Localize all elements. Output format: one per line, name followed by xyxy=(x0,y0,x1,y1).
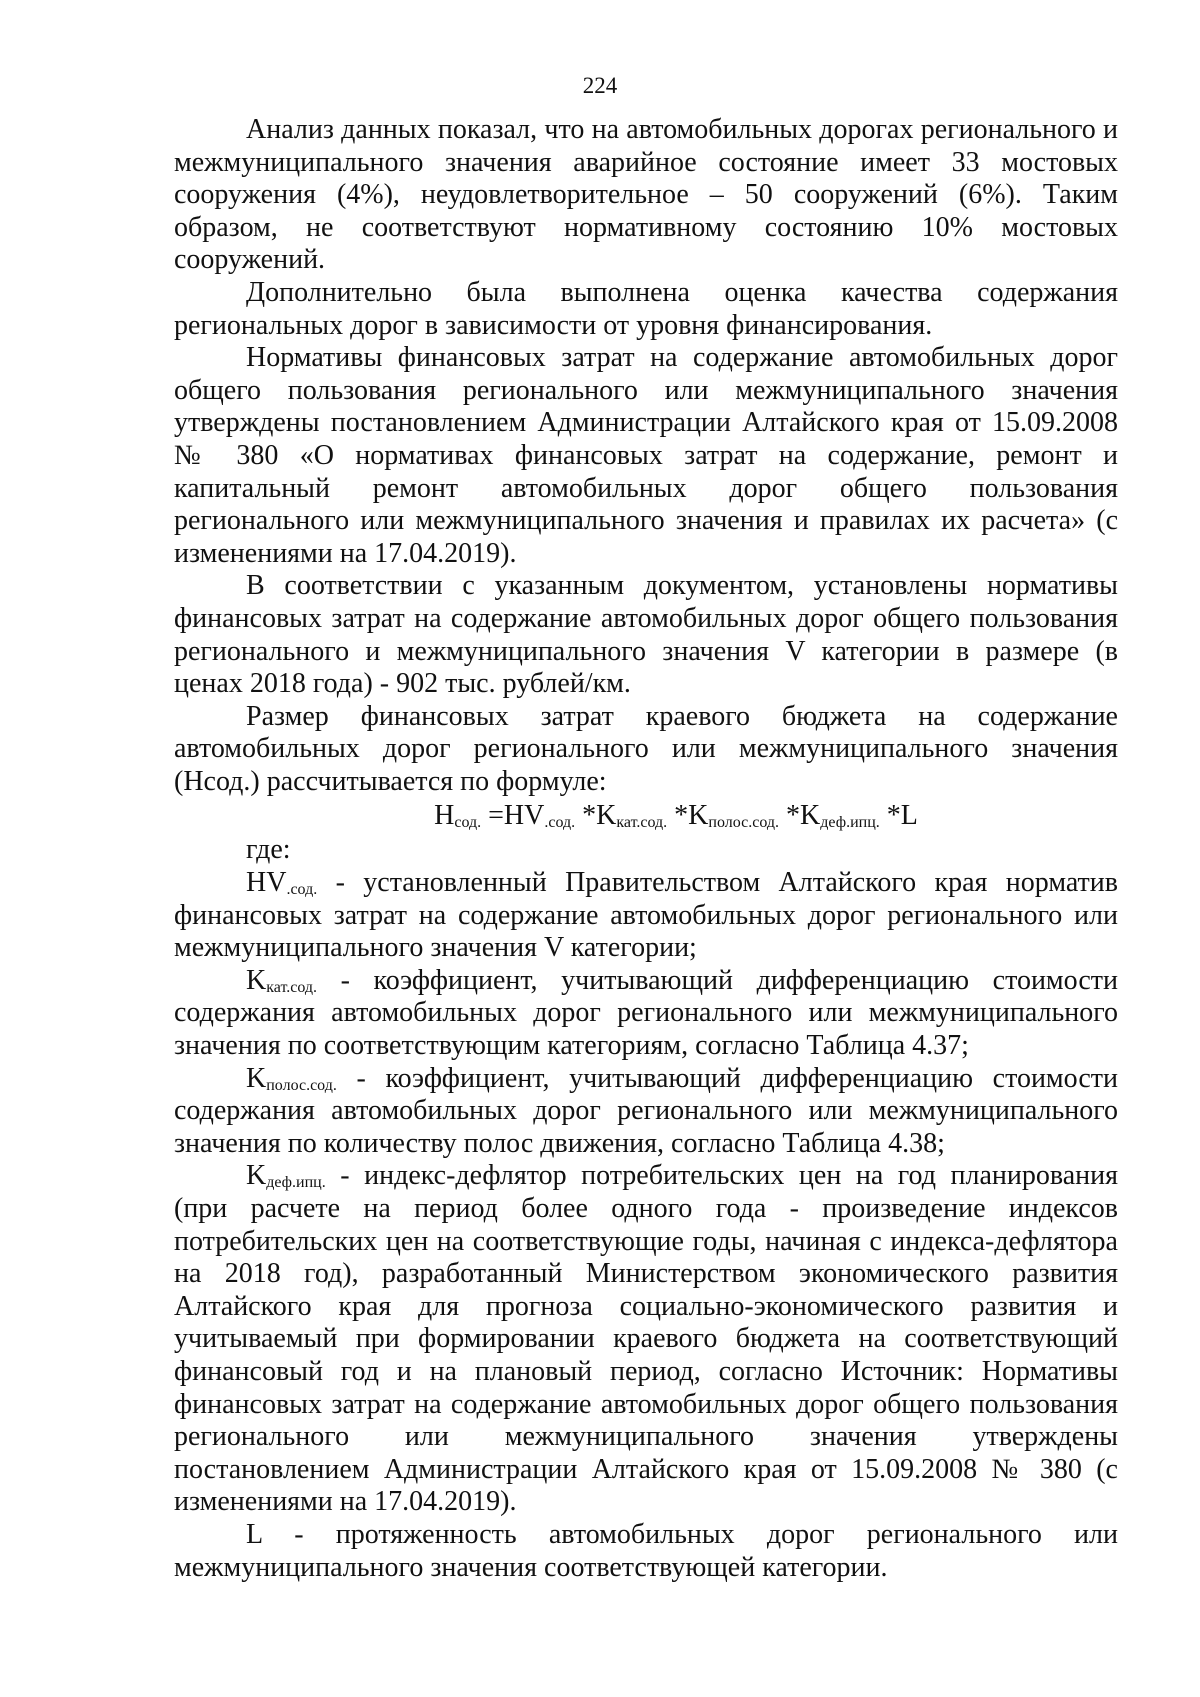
formula-h-sub: сод. xyxy=(454,814,482,832)
formula-k1-sub: кат.сод. xyxy=(616,814,668,832)
formula-eq-hv: =HV xyxy=(481,800,545,832)
where-label: где: xyxy=(246,834,291,866)
definition-kkat xyxy=(174,965,1118,1063)
paragraph-normatives: Нормативы финансовых затрат на содержание автомобильных дорог общего пользования регионального или межмуниципального значения утверждены постановлением Администрации Алтайского края от 15.09.2008 № 380 «О нормативах финансовых затрат на содержание, ремонт и капитальный ремонт автомобильных дорог общего пользования регионального или межмуниципального значения и правилах их расчета» (с изменениями на 17.04.2019). xyxy=(174,342,1118,569)
definition-l-text: - протяженность автомобильных дорог регионального или межмуниципального значения соответствующей категории. xyxy=(174,1518,1118,1583)
definition-kdef-term: K xyxy=(246,1160,267,1192)
paragraph-bridge-analysis: Анализ данных показал, что на автомобильных дорогах регионального и межмуниципального значения аварийное состояние имеет 33 мостовых сооружения (4%), неудовлетворительное – 50 сооружений (6%). Таким образом, не соответствуют нормативному состоянию 10% мостовых сооружений. xyxy=(174,114,1118,276)
formula-k2: *K xyxy=(667,800,709,832)
formula-hv-sub: .сод. xyxy=(544,814,576,832)
paragraph-quality-assessment: Дополнительно была выполнена оценка качества содержания региональных дорог в зависимости от уровня финансирования. xyxy=(174,276,1118,341)
definition-l xyxy=(174,1519,1118,1584)
page-content xyxy=(174,114,1118,1584)
formula-h: Н xyxy=(434,800,455,832)
formula xyxy=(174,798,1118,834)
definition-kkat-term: K xyxy=(246,964,267,996)
formula-l: *L xyxy=(879,800,918,832)
definition-kdef xyxy=(174,1160,1118,1519)
definition-kpolos-text: - коэффициент, учитывающий дифференциацию стоимости содержания автомобильных дорог регионального или межмуниципального значения по количеству полос движения, согласно Таблица 4.38; xyxy=(174,1062,1118,1159)
definition-hv-sub: .сод. xyxy=(286,881,318,899)
definition-kkat-text: - коэффициент, учитывающий дифференциацию стоимости содержания автомобильных дорог регионального или межмуниципального значения по соответствующим категориям, согласно Таблица 4.37; xyxy=(174,964,1118,1062)
paragraph-formula-intro: Размер финансовых затрат краевого бюджета на содержание автомобильных дорог регионального или межмуниципального значения (Нсод.) рассчитывается по формуле: xyxy=(174,700,1118,797)
formula-k1: *K xyxy=(575,800,617,832)
definition-kpolos-sub: полос.сод. xyxy=(266,1076,337,1094)
paragraph-established-norms: В соответствии с указанным документом, установлены нормативы финансовых затрат на содержание автомобильных дорог общего пользования регионального и межмуниципального значения V категории в размере (в ценах 2018 года) - 902 тыс. рублей/км. xyxy=(174,570,1118,700)
definition-kdef-text: - индекс-дефлятор потребительских цен на год планирования (при расчете на период более одного года - произведение индексов потребительских цен на соответствующие годы, начиная с индекса-дефлятора на 2018 год), разработанный Министерством экономического развития Алтайского края для прогноза социально-экономического развития и учитываемый при формировании краевого бюджета на соответствующий финансовый год и на плановый период, согласно Источник: Нормативы финансовых затрат на содержание автомобильных дорог общего пользования регионального или межмуниципального значения утверждены постановлением Администрации Алтайского края от 15.09.2008 № 380 (с изменениями на 17.04.2019). xyxy=(174,1160,1118,1518)
definition-hv xyxy=(174,867,1118,965)
definition-kkat-sub: кат.сод. xyxy=(266,978,318,996)
definition-hv-text: - установленный Правительством Алтайского края норматив финансовых затрат на содержание автомобильных дорог регионального или межмуниципального значения V категории; xyxy=(174,867,1118,964)
formula-k3: *K xyxy=(779,800,821,832)
formula-k3-sub: деф.ипц. xyxy=(820,814,880,832)
definition-kpolos-term: K xyxy=(246,1062,267,1094)
definition-hv-term: HV xyxy=(246,867,287,899)
formula-k2-sub: полос.сод. xyxy=(708,814,780,832)
definition-l-term: L xyxy=(246,1518,263,1550)
page-number: 224 xyxy=(582,73,618,98)
definition-kdef-sub: деф.ипц. xyxy=(266,1174,326,1192)
definition-kpolos xyxy=(174,1063,1118,1161)
